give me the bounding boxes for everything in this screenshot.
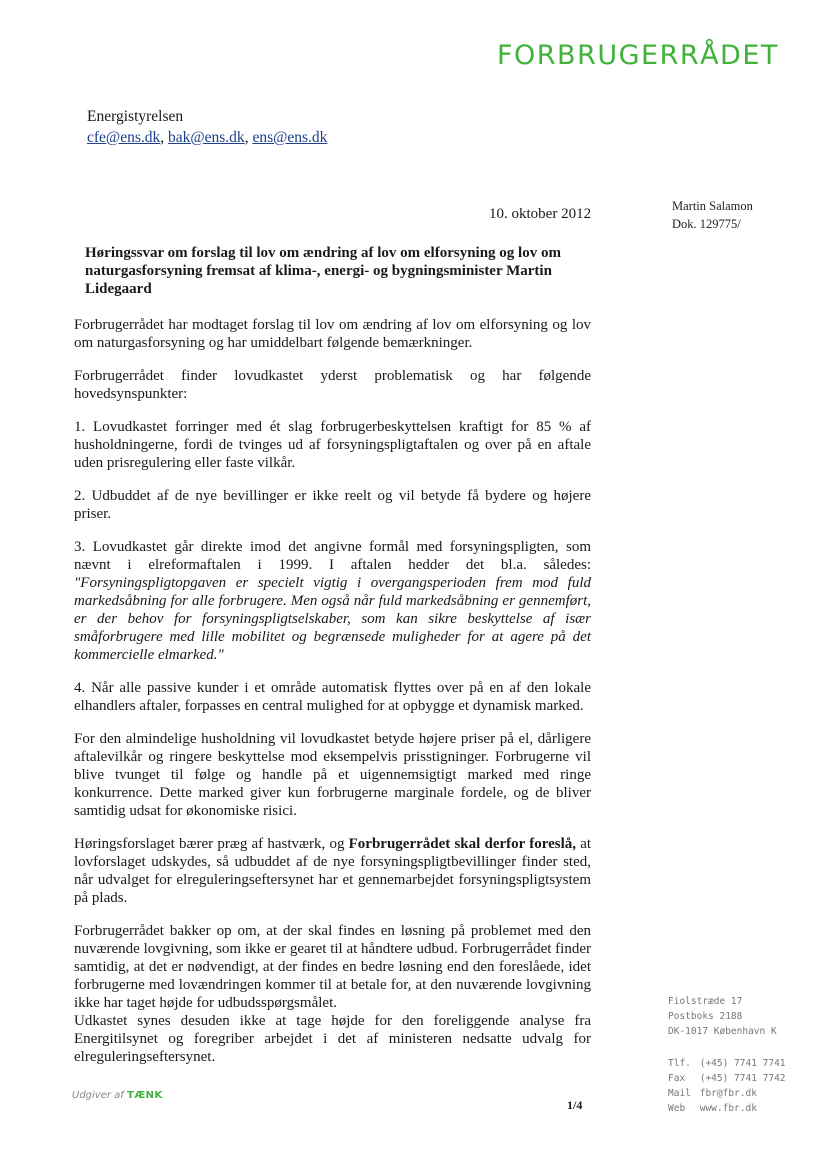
paragraph: Udkastet synes desuden ikke at tage højde for den foreliggende analyse fra Energitilsynet og foregriber arbejdet i det af ministeren nedsatte udvalg for elreguleringseftersynet. bbox=[74, 1013, 591, 1065]
email-link[interactable]: bak@ens.dk bbox=[167, 129, 245, 146]
paragraph: 2. Udbuddet af de nye bevillinger er ikke reelt og vil betyde få bydere og højere priser. bbox=[74, 488, 591, 522]
paragraph: 4. Når alle passive kunder i et område automatisk flyttes over på en af den lokale elhandlers aftaler, forpasses en central mulighed for at opbygge et dynamisk marked. bbox=[74, 680, 591, 714]
web-row: Web www.fbr.dk bbox=[668, 1103, 757, 1114]
author-name: Martin Salamon bbox=[672, 199, 753, 213]
letter-date: 10. oktober 2012 bbox=[489, 206, 592, 222]
email-link[interactable]: ens@ens.dk bbox=[252, 129, 328, 146]
document-number: Dok. 129775/ bbox=[672, 217, 741, 231]
paragraph: For den almindelige husholdning vil lovudkastet betyde højere priser på el, dårligere aftalevilkår og ringere beskyttelse mod eksempelvis prisstigninger. Forbrugerne vil blive tvunget til følge og handle på et uigennemsigtigt marked med ringe konkurrence. Dette marked giver kun forbrugerne marginale fordele, og de bliver samtidig udsat for økonomiske risici. bbox=[74, 731, 591, 819]
bold-proposal: Forbrugerrådet skal derfor foreslå, bbox=[348, 836, 577, 852]
paragraph-text: 3. Lovudkastet går direkte imod det angivne formål med forsyningspligten, som nævnt i elreformaftalen i 1999. I aftalen hedder det bl.a. således: bbox=[74, 539, 591, 573]
paragraph bbox=[74, 538, 591, 664]
email-link[interactable]: cfe@ens.dk bbox=[87, 129, 161, 146]
fax-row: Fax (+45) 7741 7742 bbox=[668, 1073, 786, 1084]
address-box: Postboks 2188 bbox=[668, 1011, 743, 1022]
recipient-emails: cfe@ens.dk, bak@ens.dk, ens@ens.dk bbox=[87, 129, 328, 146]
recipient-name: Energistyrelsen bbox=[87, 108, 184, 125]
address-street: Fiolstræde 17 bbox=[668, 996, 743, 1007]
contact-block bbox=[668, 994, 786, 1116]
paragraph: 1. Lovudkastet forringer med ét slag forbrugerbeskyttelsen kraftigt for 85 % af husholdningerne, fordi de tvinges ud af forsyningspligtaftalen og over på en aftale uden prisregulering eller faste vilkår. bbox=[74, 419, 591, 471]
subject-heading: Høringssvar om forslag til lov om ændring af lov om elforsyning og lov om naturgasforsyning fremsat af klima-, energi- og bygningsminister Martin Lidegaard bbox=[85, 245, 561, 297]
publisher-footer bbox=[72, 1090, 163, 1101]
forbrugerraadet-logo: FORBRUGERRÅDET bbox=[497, 40, 779, 71]
paragraph: Forbrugerrådet bakker op om, at der skal findes en løsning på problemet med den nuværende lovgivning, som ikke er gearet til at håndtere udbud. Forbrugerrådet finder samtidig, at det er nødvendigt, at der findes en bedre løsning end den foreslåede, idet forbrugerne med lovændringen kommer til at betale for, at den nuværende lovgivning ikke har taget højde for udbudsspørgsmålet. bbox=[74, 923, 591, 1011]
paragraph bbox=[74, 835, 591, 907]
phone-row: Tlf. (+45) 7741 7741 bbox=[668, 1058, 786, 1069]
page-number: 1/4 bbox=[567, 1098, 583, 1112]
letter-body bbox=[74, 244, 591, 1081]
publisher-label: Udgiver af bbox=[72, 1090, 124, 1101]
paragraph-text: at lovforslaget udskydes, så udbuddet af de nye forsyningspligtbevillinger finder sted, når udvalget for elreguleringseftersynet har et gennemarbejdet forsyningspligtsystem på plads. bbox=[74, 836, 592, 906]
recipient-block bbox=[87, 106, 327, 148]
address-city: DK-1017 København K bbox=[668, 1026, 777, 1037]
taenk-brand: TÆNK bbox=[127, 1090, 163, 1101]
quote-text: "Forsyningspligtopgaven er specielt vigtig i overgangsperioden frem mod fuld markedsåbning for alle forbrugere. Men også når fuld markedsåbning er gennemført, er der behov for forsyningspligtselskaber, som kan sikre beskyttelse af især småforbrugere med lille mobilitet og begrænsede muligheder for at agere på det kommercielle elmarked." bbox=[74, 575, 591, 663]
author-block bbox=[672, 197, 753, 233]
paragraph-text: Høringsforslaget bærer præg af hastværk, og bbox=[74, 836, 349, 852]
paragraph: Forbrugerrådet finder lovudkastet yderst problematisk og har følgende hovedsynspunkter: bbox=[74, 368, 591, 402]
paragraph: Forbrugerrådet har modtaget forslag til lov om ændring af lov om elforsyning og lov om naturgasforsyning og har umiddelbart følgende bemærkninger. bbox=[74, 317, 591, 351]
mail-row: Mail fbr@fbr.dk bbox=[668, 1088, 757, 1099]
